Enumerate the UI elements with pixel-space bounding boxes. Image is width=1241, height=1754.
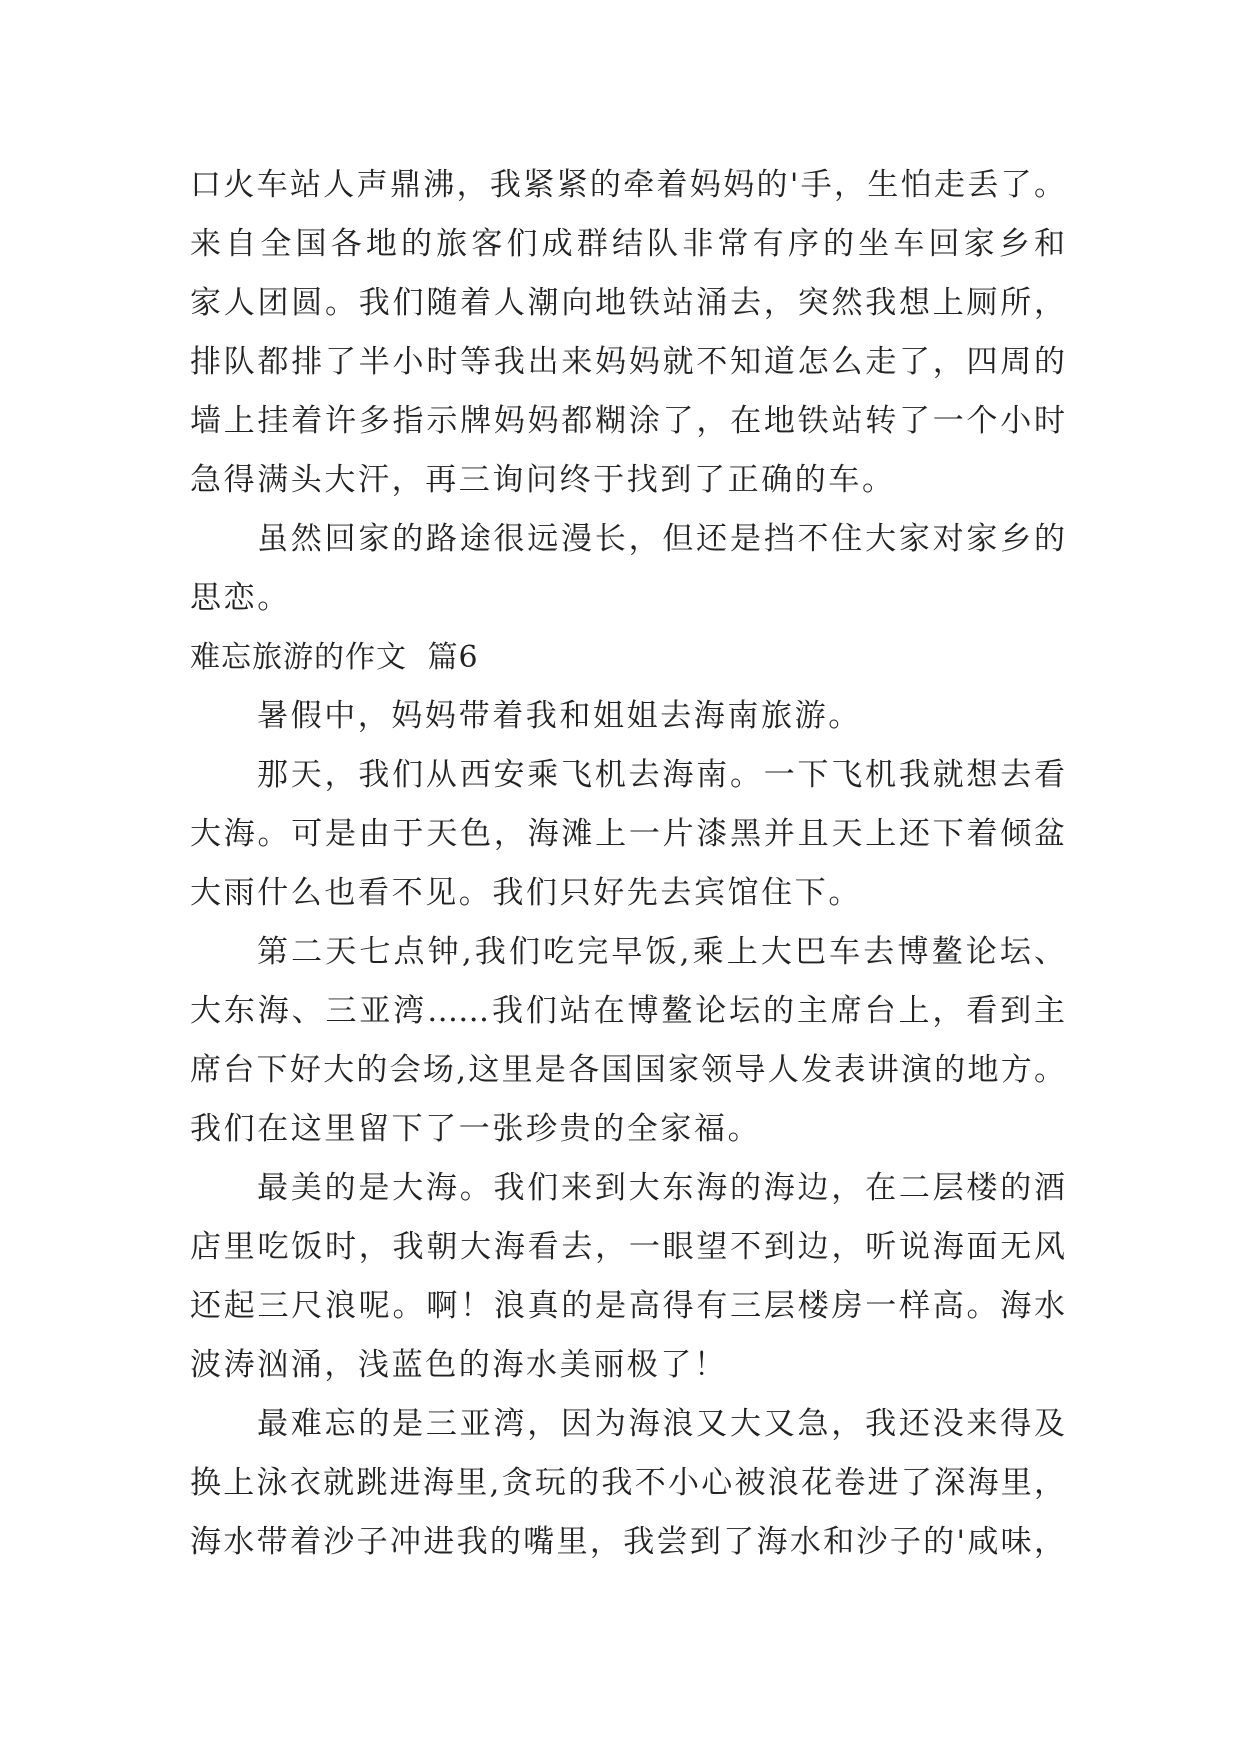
text-line: 排队都排了半小时等我出来妈妈就不知道怎么走了，四周的 xyxy=(190,344,1065,380)
text-line: 最美的是大海。我们来到大东海的海边，在二层楼的酒 xyxy=(257,1170,1065,1206)
paragraph xyxy=(190,510,1065,628)
paragraph xyxy=(190,687,1065,746)
text-line: 那天，我们从西安乘飞机去海南。一下飞机我就想去看 xyxy=(257,757,1065,793)
text-line: 换上泳衣就跳进海里,贪玩的我不小心被浪花卷进了深海里， xyxy=(190,1465,1065,1501)
text-line: 大海。可是由于天色，海滩上一片漆黑并且天上还下着倾盆 xyxy=(190,816,1065,852)
text-line: 最难忘的是三亚湾，因为海浪又大又急，我还没来得及 xyxy=(257,1406,1065,1442)
text-line: 还起三尺浪呢。啊！浪真的是高得有三层楼房一样高。海水 xyxy=(190,1288,1065,1324)
text-line: 口火车站人声鼎沸，我紧紧的牵着妈妈的'手，生怕走丢了。 xyxy=(190,167,1065,203)
text-line: 波涛汹涌，浅蓝色的海水美丽极了！ xyxy=(190,1347,728,1383)
paragraph xyxy=(190,1159,1065,1395)
text-line: 席台下好大的会场,这里是各国国家领导人发表讲演的地方。 xyxy=(190,1052,1065,1088)
text-line: 大东海、三亚湾……我们站在博鳌论坛的主席台上，看到主 xyxy=(190,993,1065,1029)
text-line: 我们在这里留下了一张珍贵的全家福。 xyxy=(190,1111,762,1147)
paragraph xyxy=(190,156,1065,510)
text-line: 海水带着沙子冲进我的嘴里，我尝到了海水和沙子的'咸味， xyxy=(190,1524,1065,1560)
text-line: 虽然回家的路途很远漫长，但还是挡不住大家对家乡的 xyxy=(257,521,1065,557)
text-line: 墙上挂着许多指示牌妈妈都糊涂了，在地铁站转了一个小时 xyxy=(190,403,1065,439)
text-line: 来自全国各地的旅客们成群结队非常有序的坐车回家乡和 xyxy=(190,226,1065,262)
paragraph xyxy=(190,923,1065,1159)
document-body xyxy=(190,156,1065,1572)
text-line: 第二天七点钟,我们吃完早饭,乘上大巴车去博鳌论坛、 xyxy=(257,934,1065,970)
text-line: 急得满头大汗，再三询问终于找到了正确的车。 xyxy=(190,462,896,498)
text-line: 店里吃饭时，我朝大海看去，一眼望不到边，听说海面无风 xyxy=(190,1229,1065,1265)
text-line: 暑假中，妈妈带着我和姐姐去海南旅游。 xyxy=(257,698,862,734)
paragraph xyxy=(190,746,1065,923)
section-heading: 难忘旅游的作文 篇6 xyxy=(190,640,479,675)
text-line: 家人团圆。我们随着人潮向地铁站涌去，突然我想上厕所， xyxy=(190,285,1065,321)
text-line: 大雨什么也看不见。我们只好先去宾馆住下。 xyxy=(190,875,862,911)
text-line: 思恋。 xyxy=(190,580,291,616)
paragraph xyxy=(190,1395,1065,1572)
